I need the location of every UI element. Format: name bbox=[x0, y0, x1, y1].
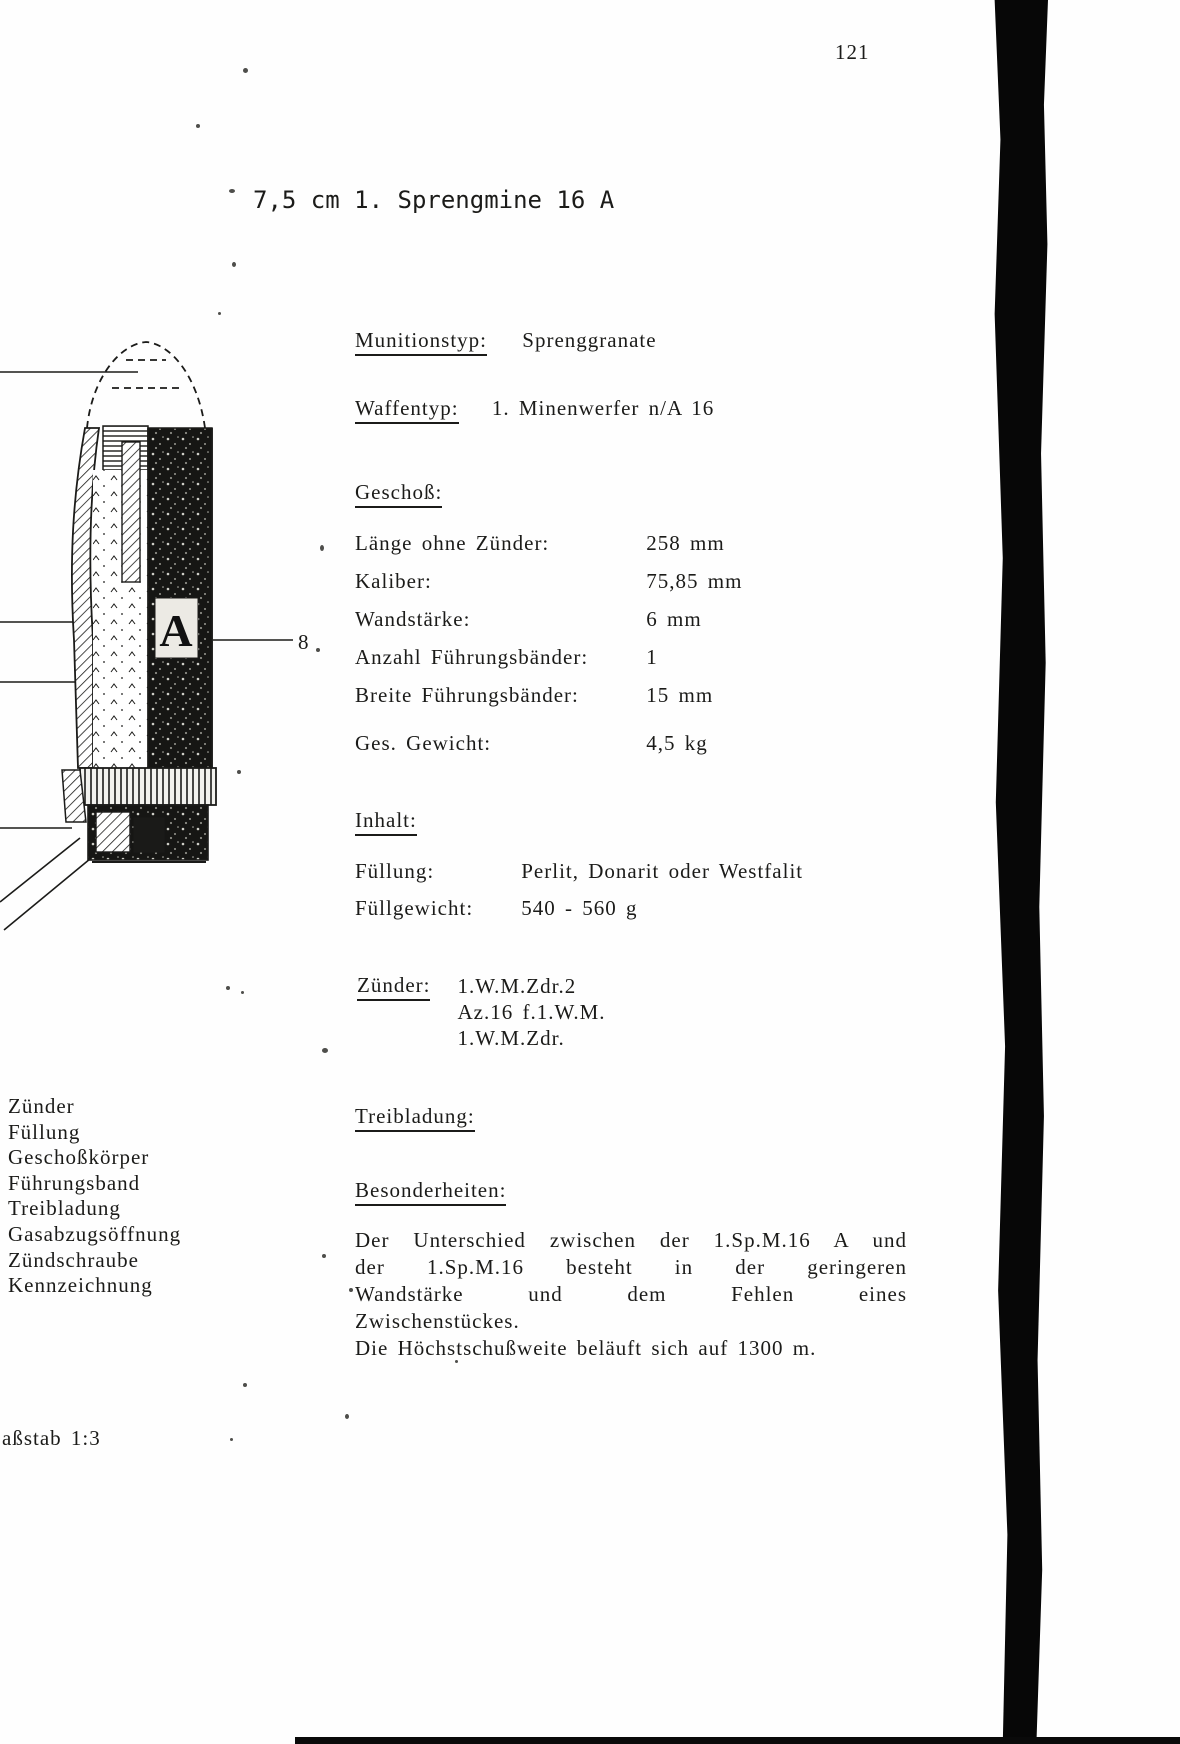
scan-speck bbox=[345, 1414, 349, 1419]
part-label: Treibladung bbox=[8, 1196, 121, 1221]
scan-speck bbox=[243, 1383, 247, 1387]
part-label: Kennzeichnung bbox=[8, 1273, 153, 1298]
spec-label: Ges. Gewicht: bbox=[355, 731, 492, 755]
scan-speck bbox=[243, 68, 248, 73]
nose-outline bbox=[87, 342, 205, 428]
besonderheiten-paragraph bbox=[355, 1228, 907, 1363]
spec-label: Wandstärke: bbox=[355, 607, 471, 631]
paragraph-line: der 1.Sp.M.16 besteht in der geringeren bbox=[355, 1255, 907, 1279]
inhalt-label: Füllgewicht: bbox=[355, 896, 474, 920]
zuender-line: 1.W.M.Zdr. bbox=[457, 1026, 565, 1050]
zuender-block bbox=[357, 973, 606, 1051]
inhalt-heading: Inhalt: bbox=[355, 808, 417, 836]
flash-channel bbox=[122, 442, 140, 582]
scan-speck bbox=[241, 991, 244, 994]
spec-row bbox=[355, 607, 865, 632]
ignition-screw bbox=[134, 818, 164, 852]
paragraph-line: Zwischenstückes. bbox=[355, 1309, 520, 1333]
munitionstyp-value: Sprenggranate bbox=[522, 328, 657, 352]
scan-gutter-bar bbox=[990, 0, 1048, 1744]
spec-row bbox=[355, 645, 865, 670]
scan-speck bbox=[316, 648, 320, 652]
spec-row bbox=[355, 569, 865, 594]
scan-speck bbox=[320, 545, 324, 551]
spec-label: Kaliber: bbox=[355, 569, 432, 593]
marking-letter: A bbox=[159, 605, 193, 656]
spec-row bbox=[355, 683, 865, 708]
scale-note: aßstab 1:3 bbox=[2, 1426, 101, 1450]
spec-value: 258 mm bbox=[646, 531, 725, 555]
scan-bottom-strip bbox=[295, 1737, 1180, 1744]
scan-speck bbox=[218, 312, 221, 315]
zuender-lines bbox=[457, 973, 605, 1051]
zuender-line: 1.W.M.Zdr.2 bbox=[457, 974, 577, 998]
scan-speck bbox=[322, 1048, 328, 1053]
spec-value: 4,5 kg bbox=[646, 731, 708, 755]
spec-row bbox=[355, 531, 865, 556]
scan-speck bbox=[226, 986, 230, 990]
geschoss-heading: Geschoß: bbox=[355, 480, 442, 508]
scan-speck bbox=[196, 124, 200, 128]
part-label: Führungsband bbox=[8, 1170, 141, 1195]
treibladung-heading: Treibladung: bbox=[355, 1104, 475, 1132]
spec-label: Länge ohne Zünder: bbox=[355, 531, 550, 555]
spec-row bbox=[355, 731, 865, 756]
besonderheiten-heading: Besonderheiten: bbox=[355, 1178, 506, 1206]
scan-speck bbox=[232, 262, 236, 267]
paragraph-line: Wandstärke und dem Fehlen eines bbox=[355, 1282, 907, 1306]
driving-band bbox=[80, 768, 216, 805]
part-label-list bbox=[8, 1094, 181, 1299]
inhalt-label: Füllung: bbox=[355, 859, 435, 883]
scan-speck bbox=[229, 189, 235, 193]
paragraph-line: Der Unterschied zwischen der 1.Sp.M.16 A und bbox=[355, 1228, 907, 1252]
gas-vent bbox=[96, 812, 130, 852]
page-title: 7,5 cm 1. Sprengmine 16 A bbox=[253, 186, 615, 214]
part-label: Gasabzugsöffnung bbox=[8, 1221, 182, 1246]
inhalt-value: 540 - 560 g bbox=[521, 896, 638, 920]
munitionstyp-label: Munitionstyp: bbox=[355, 328, 487, 356]
paragraph-line: Die Höchstschußweite beläuft sich auf 1300 m. bbox=[355, 1336, 817, 1360]
scan-speck bbox=[230, 1438, 233, 1441]
scan-speck bbox=[455, 1360, 458, 1363]
munitionstyp-row bbox=[355, 328, 657, 356]
waffentyp-row bbox=[355, 396, 714, 424]
scan-speck bbox=[237, 770, 241, 774]
projectile-diagram bbox=[0, 330, 345, 980]
waffentyp-label: Waffentyp: bbox=[355, 396, 459, 424]
scan-speck bbox=[322, 1254, 326, 1258]
zuender-heading: Zünder: bbox=[357, 973, 430, 1001]
part-label: Geschoßkörper bbox=[8, 1145, 150, 1170]
page-number: 121 bbox=[835, 40, 870, 64]
waffentyp-value: 1. Minenwerfer n/A 16 bbox=[491, 396, 715, 420]
spec-label: Anzahl Führungsbänder: bbox=[355, 645, 589, 669]
inhalt-row bbox=[355, 896, 865, 921]
scan-speck bbox=[349, 1288, 353, 1292]
spec-value: 6 mm bbox=[646, 607, 702, 631]
spec-value: 1 bbox=[646, 645, 658, 669]
part-label: Zündschraube bbox=[8, 1247, 139, 1272]
callout-8: 8 bbox=[298, 630, 310, 654]
inhalt-value: Perlit, Donarit oder Westfalit bbox=[521, 859, 804, 883]
spec-value: 15 mm bbox=[646, 683, 714, 707]
spec-value: 75,85 mm bbox=[646, 569, 743, 593]
zuender-line: Az.16 f.1.W.M. bbox=[457, 1000, 606, 1024]
part-label: Füllung bbox=[8, 1119, 81, 1144]
inhalt-row bbox=[355, 859, 865, 884]
spec-label: Breite Führungsbänder: bbox=[355, 683, 579, 707]
part-label: Zünder bbox=[8, 1094, 75, 1118]
